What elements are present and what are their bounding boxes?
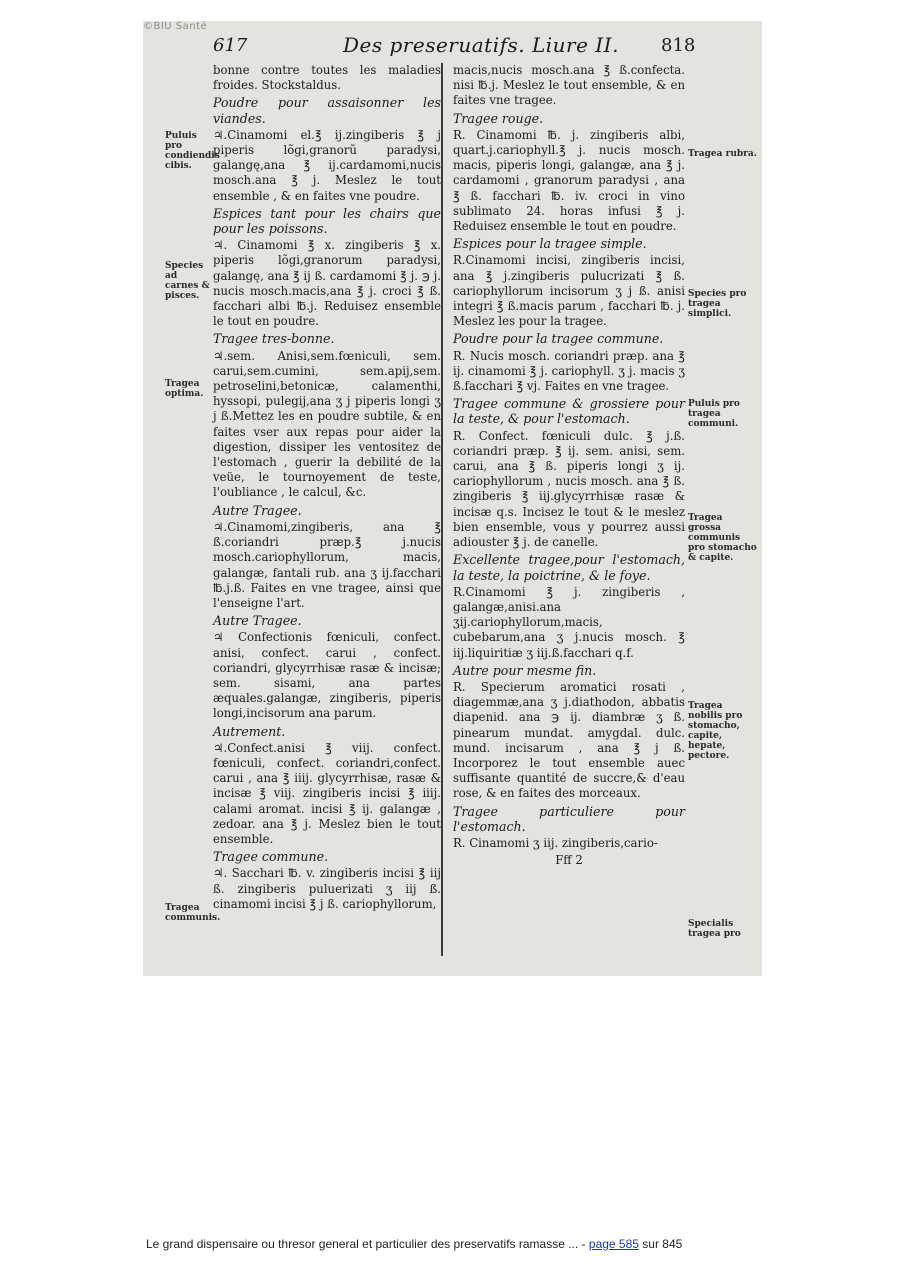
paragraph: ♃.Cinamomi el.℥ ij.zingiberis ℥ j piperis lõgi,granorũ paradysi, galangę,ana ℥ ij.cardamomi,nucis mosch.ana ℥ j. Meslez le tout ensemble , & en faites vne poudre. <box>213 127 441 203</box>
paragraph: ♃ Confectionis fœniculi, confect. anisi, confect. carui , confect. coriandri, glycyrrhisæ rasæ & incisæ; sem. sisami, ana partes æquales.galangæ, zingiberis, piperis longi,incisorum ana parum. <box>213 630 441 721</box>
paragraph: bonne contre toutes les maladies froides. Stockstaldus. <box>213 63 441 93</box>
footer-title: Le grand dispensaire ou thresor general et particulier des preservatifs ramasse ... - <box>146 1237 589 1251</box>
section-heading: Tragee particuliere pour l'estomach. <box>453 803 685 834</box>
paragraph: ♃. Cinamomi ℥ x. zingiberis ℥ x. piperis lõgi,granorum paradysi, galangę, ana ℥ ij ß. cardamomi ℥ j. ℈ j. nucis mosch.macis,ana ℥ j. croci ℥ ß. facchari albi ℔.j. Reduisez ensemble le tout en poudre. <box>213 238 441 329</box>
margin-note-right: Species pro tragea simplici. <box>688 289 747 319</box>
margin-note-right: Specialis tragea pro <box>688 919 741 939</box>
paragraph: R. Specierum aromatici rosati , diagemmæ,ana ʒ j.diathodon, abbatis diapenid. ana ℈ ij. diambræ ʒ ß. pinearum mundat. amygdal. dulc. mund. incisarum , ana ℥ j ß. Incorporez le tout ensemble auec suffisante quantité de succre,& d'eau rose, & en faites des morceaux. <box>453 679 685 801</box>
page-number-right: 818 <box>661 35 696 56</box>
column-rule <box>441 63 443 956</box>
paragraph: ♃. Sacchari ℔. v. zingiberis incisi ℥ iij ß. zingiberis puluerizati ʒ iij ß. cinamomi incisi ℥ j ß. cariophyllorum, <box>213 866 441 911</box>
right-column <box>453 63 685 870</box>
paragraph: R.Cinamomi ℥ j. zingiberis , galangæ,anisi.ana ʒij.cariophyllorum,macis, cubebarum,ana ʒ j.nucis mosch. ℥ iij.liquiritiæ ʒ iij.ß.facchari q.f. <box>453 584 685 660</box>
margin-note-right: Tragea nobilis pro stomacho, capite, hepate, pectore. <box>688 701 743 761</box>
section-heading: Excellente tragee,pour l'estomach, la teste, la poictrine, & le foye. <box>453 552 685 583</box>
paragraph: ♃.sem. Anisi,sem.fœniculi, sem. carui,sem.cumini, sem.apij,sem. petroselini,betonicæ, calamenthi, hyssopi, pulegij,ana ʒ j piperis longi ʒ j ß.Mettez les en poudre subtile, & en faites vser aux repas pour aider la digestion, dissiper les ventositez de l'estomach , guerir la debilité de la veüe, le tournoyement de teste, l'oubliance , le calcul, &c. <box>213 348 441 500</box>
scanned-page <box>143 21 762 976</box>
section-heading: Tragee tres-bonne. <box>213 331 335 347</box>
section-heading: Espices pour la tragee simple. <box>453 236 647 252</box>
section-heading: Autrement. <box>213 723 286 739</box>
section-heading: Autre Tragee. <box>213 502 302 518</box>
section-heading: Tragee rouge. <box>453 110 544 126</box>
margin-note-right: Tragea grossa communis pro stomacho & capite. <box>688 513 757 563</box>
section-heading: Tragee commune. <box>213 849 329 865</box>
margin-note-left: Puluis pro condiendis cibis. <box>165 131 220 171</box>
paragraph: R. Cinamomi ℔. j. zingiberis albi, quart.j.cariophyll.℥ j. nucis mosch. macis, piperis longi, galangæ, ana ℥ j. cardamomi , granorum paradysi , ana ℥ ß. facchari ℔. iv. croci in vino sublimato 24. horas infusi ℥ j. Reduisez ensemble le tout en poudre. <box>453 127 685 234</box>
watermark: ©BIU Santé <box>143 21 208 32</box>
section-heading: Autre Tragee. <box>213 613 302 629</box>
margin-note-right: Puluis pro tragea communi. <box>688 399 740 429</box>
page-header <box>143 35 762 59</box>
page-link[interactable]: page 585 <box>588 1237 639 1251</box>
paragraph: ♃.Cinamomi,zingiberis, ana ℥ ß.coriandri præp.℥ j.nucis mosch.cariophyllorum, macis, galangæ, fantali rub. ana ʒ ij.facchari ℔.j.ß. Faites en vne tragee, ainsi que l'enseigne l'art. <box>213 519 441 610</box>
running-head: Des preseruatifs. Liure II. <box>343 33 619 57</box>
signature-mark: Fff 2 <box>555 853 583 868</box>
section-heading: Poudre pour assaisonner les viandes. <box>213 95 441 126</box>
margin-note-left: Tragea communis. <box>165 903 221 923</box>
margin-note-left: Tragea optima. <box>165 379 204 399</box>
left-column <box>213 63 441 914</box>
margin-note-right: Tragea rubra. <box>688 149 757 159</box>
section-heading: Autre pour mesme fin. <box>453 662 597 678</box>
paragraph: ♃.Confect.anisi ℥ viij. confect. fœniculi, confect. coriandri,confect. carui , ana ℥ iiij. glycyrrhisæ, rasæ & incisæ ℥ viij. zingiberis incisi ℥ iiij. calami aromat. incisi ℥ ij. galangæ , zedoar. ana ℥ j. Meslez bien le tout ensemble. <box>213 740 441 846</box>
paragraph: R. Confect. fœniculi dulc. ℥ j.ß. coriandri præp. ℥ ij. sem. anisi, sem. carui, ana ℥ ß. piperis longi ʒ ij. cariophyllorum , nucis mosch. ana ℥ ß. zingiberis ℥ iij.glycyrrhisæ rasæ & incisæ q.s. Incisez le tout & le meslez bien ensemble, vous y pourrez aussi adiouster ℥ j. de canelle. <box>453 428 685 550</box>
section-heading: Espices tant pour les chairs que pour les poissons. <box>213 205 441 237</box>
margin-note-left: Species ad carnes & pisces. <box>165 261 210 301</box>
section-heading: Poudre pour la tragee commune. <box>453 331 664 347</box>
footer-suffix: sur 845 <box>638 1237 683 1251</box>
paragraph: R.Cinamomi incisi, zingiberis incisi, ana ℥ j.zingiberis pulucrizati ℥ ß. cariophyllorum incisorum ʒ j ß. anisi integri ℥ ß.macis parum , facchari ℔. j. Meslez les pour la tragee. <box>453 253 685 329</box>
page-number-left: 617 <box>213 35 248 56</box>
paragraph: R. Nucis mosch. coriandri præp. ana ℥ ij. cinamomi ℥ j. cariophyll. ʒ j. macis ʒ ß.facchari ℥ vj. Faites en vne tragee. <box>453 348 685 394</box>
viewer-footer <box>146 1237 766 1251</box>
paragraph: macis,nucis mosch.ana ℥ ß.confecta. nisi ℔.j. Meslez le tout ensemble, & en faites vne tragee. <box>453 63 685 108</box>
paragraph: R. Cinamomi ʒ iij. zingiberis,cario- <box>453 835 658 850</box>
section-heading: Tragee commune & grossiere pour la teste, & pour l'estomach. <box>453 396 685 427</box>
